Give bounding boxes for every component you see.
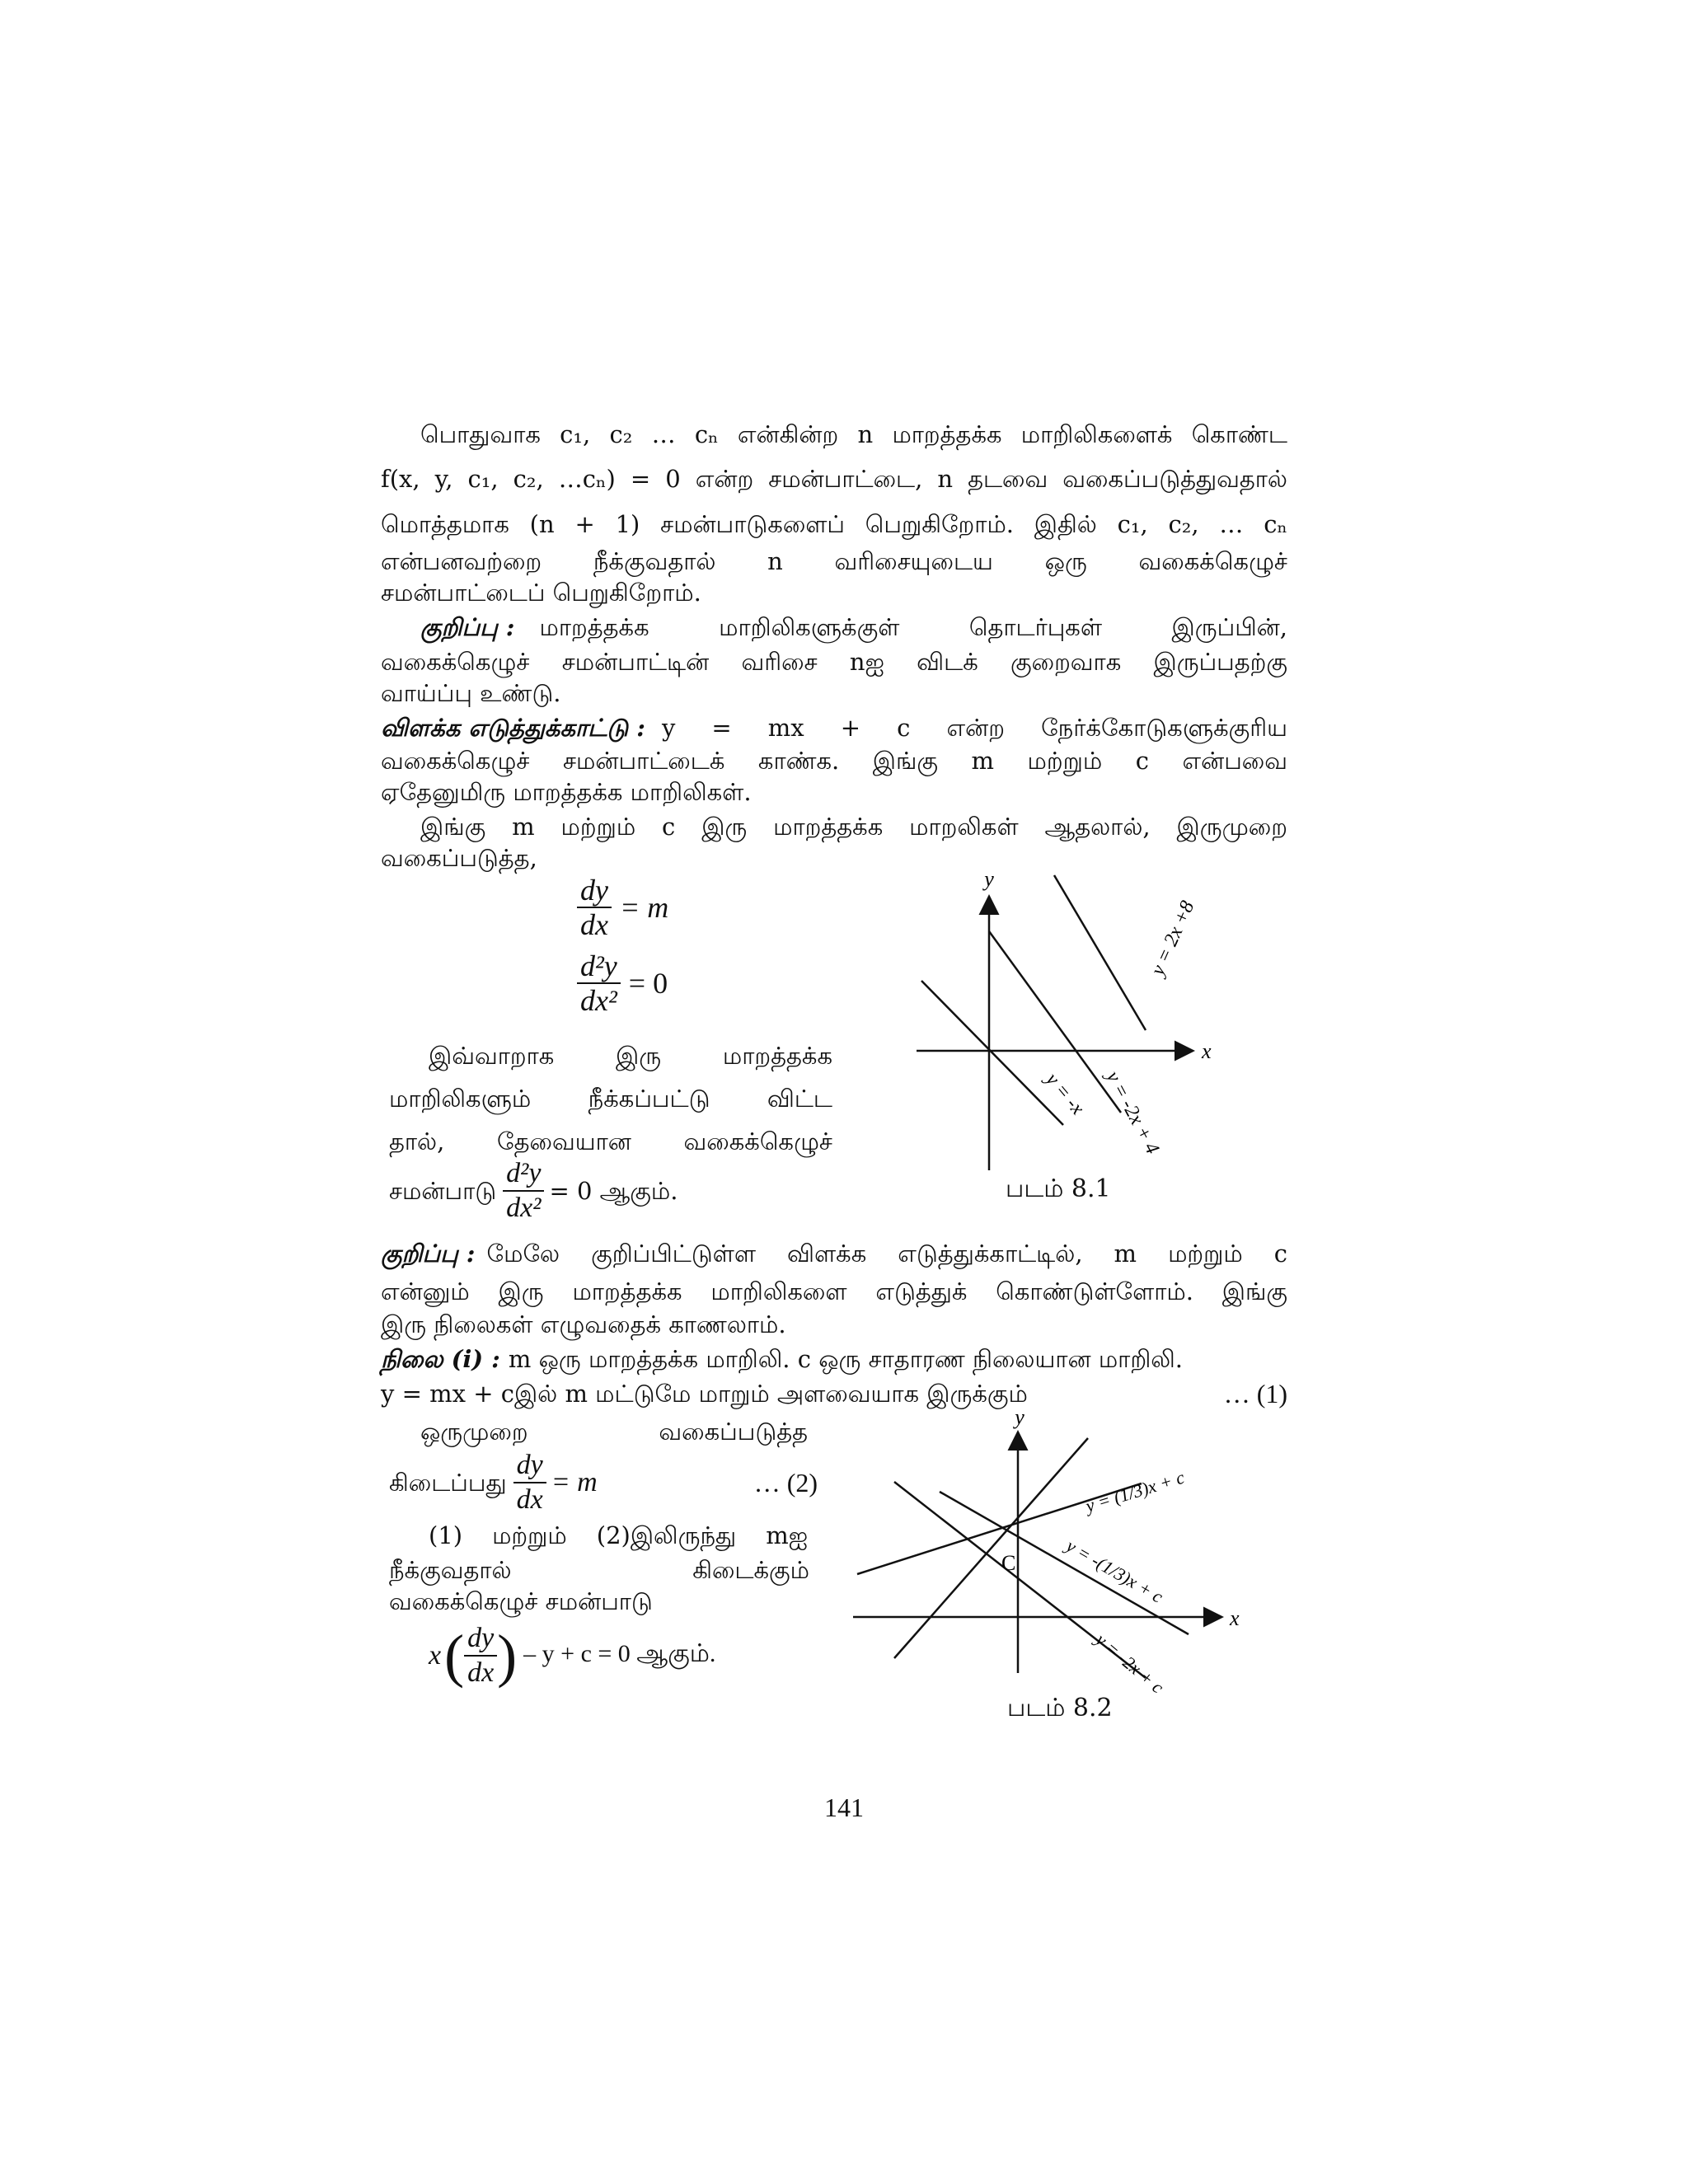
case1-result-post: – y + c = 0 ஆகும். — [523, 1640, 716, 1667]
note2-line3: இரு நிலைகள் எழுவதைக் காணலாம். — [381, 1310, 786, 1338]
fig2-label-c: y = -2x + c — [1091, 1629, 1168, 1698]
note1-label: குறிப்பு : — [420, 613, 515, 641]
eq2-num: d²y — [577, 949, 621, 984]
fig1-x-label: x — [1202, 1039, 1212, 1063]
after-eq-line4 — [389, 1157, 678, 1225]
case1-line4-num: dy — [513, 1449, 546, 1483]
after-eq-den: dx² — [506, 1193, 542, 1223]
note2-label: குறிப்பு : — [381, 1240, 476, 1268]
fig2-label-b: y = -(1/3)x + c — [1062, 1535, 1167, 1607]
note1-row1 — [420, 610, 1287, 644]
example-row1 — [381, 710, 1287, 745]
after-eq-line2: மாறிலிகளும் நீக்கப்பட்டு விட்ட — [389, 1085, 832, 1113]
example-line3: ஏதேனுமிரு மாறத்தக்க மாறிலிகள். — [381, 778, 752, 806]
case1-line7: வகைக்கெழுச் சமன்பாடு — [389, 1587, 653, 1615]
page-number: 141 — [824, 1793, 864, 1822]
example-line2: வகைக்கெழுச் சமன்பாட்டைக் காண்க. இங்கு m மற்றும் c என்பவை — [381, 747, 1287, 775]
fig2-line-steep — [894, 1438, 1088, 1658]
after-eq-line3: தால், தேவையான வகைக்கெழுச் — [389, 1127, 832, 1155]
example-line5: வகைப்படுத்த, — [381, 844, 537, 872]
fig2-x-label: x — [1230, 1606, 1240, 1630]
case1-tag2: … (2) — [753, 1468, 818, 1497]
figure-8-1 — [907, 857, 1236, 1203]
eq1-den: dx — [580, 908, 608, 941]
case1-row3 — [420, 1414, 808, 1449]
para1-line5: சமன்பாட்டைப் பெறுகிறோம். — [381, 579, 701, 607]
fig1-label-c: y = -x — [1041, 1069, 1089, 1119]
fig2-c-label: C — [1001, 1551, 1016, 1575]
case1-line6a: நீக்குவதால் — [389, 1556, 512, 1584]
case1-line4-pre: கிடைப்பது — [389, 1469, 507, 1497]
case1-line6b: கிடைக்கும் — [692, 1556, 809, 1584]
case1-text: m ஒரு மாறத்தக்க மாறிலி. c ஒரு சாதாரண நிலையான மாறிலி. — [508, 1345, 1184, 1373]
para1-line4: என்பனவற்றை நீக்குவதால் n வரிசையுடைய ஒரு வகைக்கெழுச் — [381, 547, 1287, 575]
case1-result-pre: x — [429, 1640, 442, 1671]
case1-line3a: ஒருமுறை — [420, 1418, 528, 1446]
fig2-y-label: y — [1015, 1405, 1025, 1429]
example-line1: y = mx + c என்ற நேர்க்கோடுகளுக்குரிய — [661, 714, 1287, 742]
case1-line4-post: = m — [551, 1467, 598, 1497]
figure-8-2 — [849, 1401, 1278, 1714]
case1-label: நிலை (i) : — [381, 1345, 500, 1373]
note1-line3: வாய்ப்பு உண்டு. — [381, 679, 561, 707]
open-paren: ( — [444, 1623, 465, 1689]
after-eq-line1: இவ்வாறாக இரு மாறத்தக்க — [429, 1042, 832, 1070]
case1-row6 — [389, 1553, 809, 1587]
case1-tag1: … (1) — [1223, 1379, 1287, 1408]
equation-second-derivative — [577, 949, 668, 1017]
note1-line2: வகைக்கெழுச் சமன்பாட்டின் வரிசை nஐ விடக் குறைவாக இருப்பதற்கு — [381, 648, 1287, 676]
case1-line4-den: dx — [516, 1484, 543, 1515]
after-eq-line4-pre: சமன்பாடு — [389, 1177, 497, 1205]
case1-result — [429, 1622, 715, 1690]
fig2-label-a: y = (1/3)x + c — [1083, 1466, 1187, 1516]
after-eq-line4-post: = 0 ஆகும். — [549, 1177, 678, 1205]
eq1-num: dy — [577, 874, 612, 908]
case1-result-num: dy — [464, 1622, 497, 1657]
case1-row4 — [389, 1449, 818, 1516]
note2-line2: என்னும் இரு மாறத்தக்க மாறிலிகளை எடுத்துக் கொண்டுள்ளோம். இங்கு — [381, 1277, 1287, 1305]
eq2-den: dx² — [580, 984, 617, 1017]
case1-line2: y = mx + cஇல் m மட்டுமே மாறும் அளவையாக இருக்கும் — [381, 1380, 1028, 1408]
case1-line5: (1) மற்றும் (2)இலிருந்து mஐ — [429, 1521, 808, 1549]
fig1-line-2x-plus-8 — [1054, 875, 1146, 1030]
example-label: விளக்க எடுத்துக்காட்டு : — [381, 714, 645, 742]
para1-line1: பொதுவாக c₁, c₂ … cₙ என்கின்ற n மாறத்தக்க மாறிலிகளைக் கொண்ட — [420, 420, 1287, 448]
case1-row1 — [381, 1342, 1183, 1376]
close-paren: ) — [497, 1623, 518, 1689]
para1-line2: f(x, y, c₁, c₂, …cₙ) = 0 என்ற சமன்பாட்டை, n தடவை வகைப்படுத்துவதால் — [381, 465, 1287, 493]
after-eq-num: d²y — [503, 1157, 544, 1192]
example-line4: இங்கு m மற்றும் c இரு மாறத்தக்க மாறலிகள் ஆதலால், இருமுறை — [420, 813, 1287, 841]
equation-first-derivative — [577, 874, 668, 941]
fig1-label-b: y = -2x + 4 — [1101, 1067, 1164, 1158]
note2-line1: மேலே குறிப்பிட்டுள்ள விளக்க எடுத்துக்காட்டில், m மற்றும் c — [486, 1240, 1287, 1268]
note2-row1 — [381, 1236, 1287, 1271]
fig2-caption: படம் 8.2 — [1007, 1694, 1113, 1722]
note1-line1: மாறத்தக்க மாறிலிகளுக்குள் தொடர்புகள் இருப்பின், — [539, 613, 1287, 641]
eq2-rhs: = 0 — [628, 967, 668, 1000]
fig1-caption: படம் 8.1 — [1006, 1174, 1111, 1203]
eq1-rhs: = m — [619, 891, 669, 924]
para1-line3: மொத்தமாக (n + 1) சமன்பாடுகளைப் பெறுகிறோம். இதில் c₁, c₂, … cₙ — [381, 510, 1287, 538]
fig1-label-a: y = 2x +8 — [1146, 898, 1199, 979]
fig1-y-label: y — [984, 867, 994, 891]
case1-line3b: வகைப்படுத்த — [659, 1418, 808, 1446]
case1-result-den: dx — [467, 1657, 495, 1688]
